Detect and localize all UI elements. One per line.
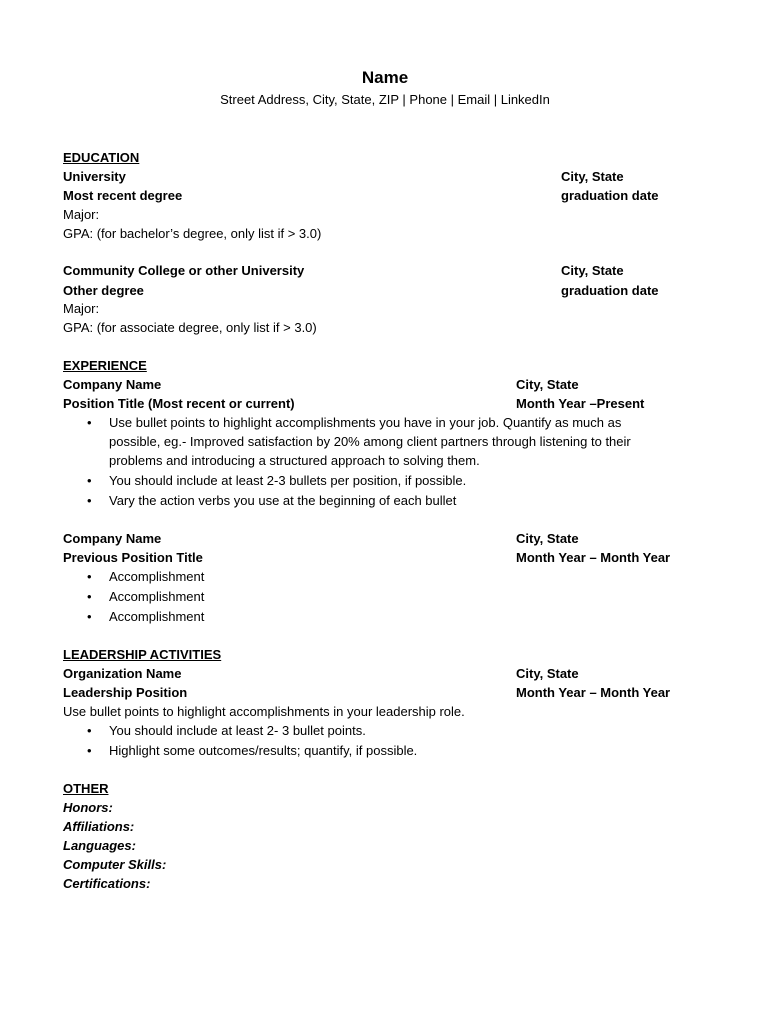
contact-line: Street Address, City, State, ZIP | Phone | Email | LinkedIn bbox=[220, 92, 550, 107]
job-2-company: Company Name bbox=[63, 531, 162, 546]
bullet-text: You should include at least 2- 3 bullet points. bbox=[109, 723, 366, 738]
edu-2-gpa: GPA: (for associate degree, only list if > 3.0) bbox=[63, 320, 317, 335]
bullet-text: Vary the action verbs you use at the beginning of each bullet bbox=[109, 493, 457, 508]
edu-2-date: graduation date bbox=[561, 283, 659, 298]
other-certifications: Certifications: bbox=[63, 876, 151, 891]
other-honors: Honors: bbox=[63, 800, 113, 815]
bullet-dot: • bbox=[87, 589, 92, 604]
other-computer-skills: Computer Skills: bbox=[63, 857, 167, 872]
edu-1-gpa: GPA: (for bachelor’s degree, only list if > 3.0) bbox=[63, 226, 322, 241]
edu-2-degree: Other degree bbox=[63, 283, 144, 298]
job-1-bullet-1-line-2: possible, eg.- Improved satisfaction by 20% among client partners through listening to their bbox=[109, 434, 631, 449]
job-1-dates: Month Year –Present bbox=[516, 396, 645, 411]
other-languages: Languages: bbox=[63, 838, 136, 853]
resume-name: Name bbox=[361, 68, 409, 87]
leadership-organization: Organization Name bbox=[63, 666, 182, 681]
edu-1-location: City, State bbox=[561, 169, 624, 184]
edu-1-date: graduation date bbox=[561, 188, 659, 203]
bullet-dot: • bbox=[87, 473, 92, 488]
edu-1-major: Major: bbox=[63, 207, 100, 222]
job-1-title: Position Title (Most recent or current) bbox=[63, 396, 295, 411]
education-heading: EDUCATION bbox=[63, 150, 140, 165]
bullet-dot: • bbox=[87, 569, 92, 584]
leadership-dates: Month Year – Month Year bbox=[516, 685, 671, 700]
edu-2-school: Community College or other University bbox=[63, 263, 305, 278]
bullet-text: Accomplishment bbox=[109, 569, 205, 584]
job-1-bullet-1-line-3: problems and introducing a structured approach to solving them. bbox=[109, 453, 480, 468]
leadership-intro: Use bullet points to highlight accomplishments in your leadership role. bbox=[63, 704, 465, 719]
bullet-text: Accomplishment bbox=[109, 589, 205, 604]
job-1-company: Company Name bbox=[63, 377, 162, 392]
leadership-position: Leadership Position bbox=[63, 685, 188, 700]
bullet-text: You should include at least 2-3 bullets per position, if possible. bbox=[109, 473, 467, 488]
leadership-location: City, State bbox=[516, 666, 579, 681]
bullet-dot: • bbox=[87, 743, 92, 758]
bullet-dot: • bbox=[87, 723, 92, 738]
bullet-text: Use bullet points to highlight accomplishments you have in your job. Quantify as much as bbox=[109, 415, 622, 430]
edu-2-major: Major: bbox=[63, 301, 100, 316]
bullet-dot: • bbox=[87, 415, 92, 430]
job-2-title: Previous Position Title bbox=[63, 550, 203, 565]
other-affiliations: Affiliations: bbox=[63, 819, 135, 834]
job-2-dates: Month Year – Month Year bbox=[516, 550, 671, 565]
leadership-heading: LEADERSHIP ACTIVITIES bbox=[63, 647, 222, 662]
bullet-dot: • bbox=[87, 609, 92, 624]
bullet-dot: • bbox=[87, 493, 92, 508]
bullet-text: Highlight some outcomes/results; quantify, if possible. bbox=[109, 743, 418, 758]
experience-heading: EXPERIENCE bbox=[63, 358, 147, 373]
other-heading: OTHER bbox=[63, 781, 109, 796]
edu-1-school: University bbox=[63, 169, 126, 184]
job-1-location: City, State bbox=[516, 377, 579, 392]
edu-2-location: City, State bbox=[561, 263, 624, 278]
bullet-text: Accomplishment bbox=[109, 609, 205, 624]
job-2-location: City, State bbox=[516, 531, 579, 546]
edu-1-degree: Most recent degree bbox=[63, 188, 183, 203]
